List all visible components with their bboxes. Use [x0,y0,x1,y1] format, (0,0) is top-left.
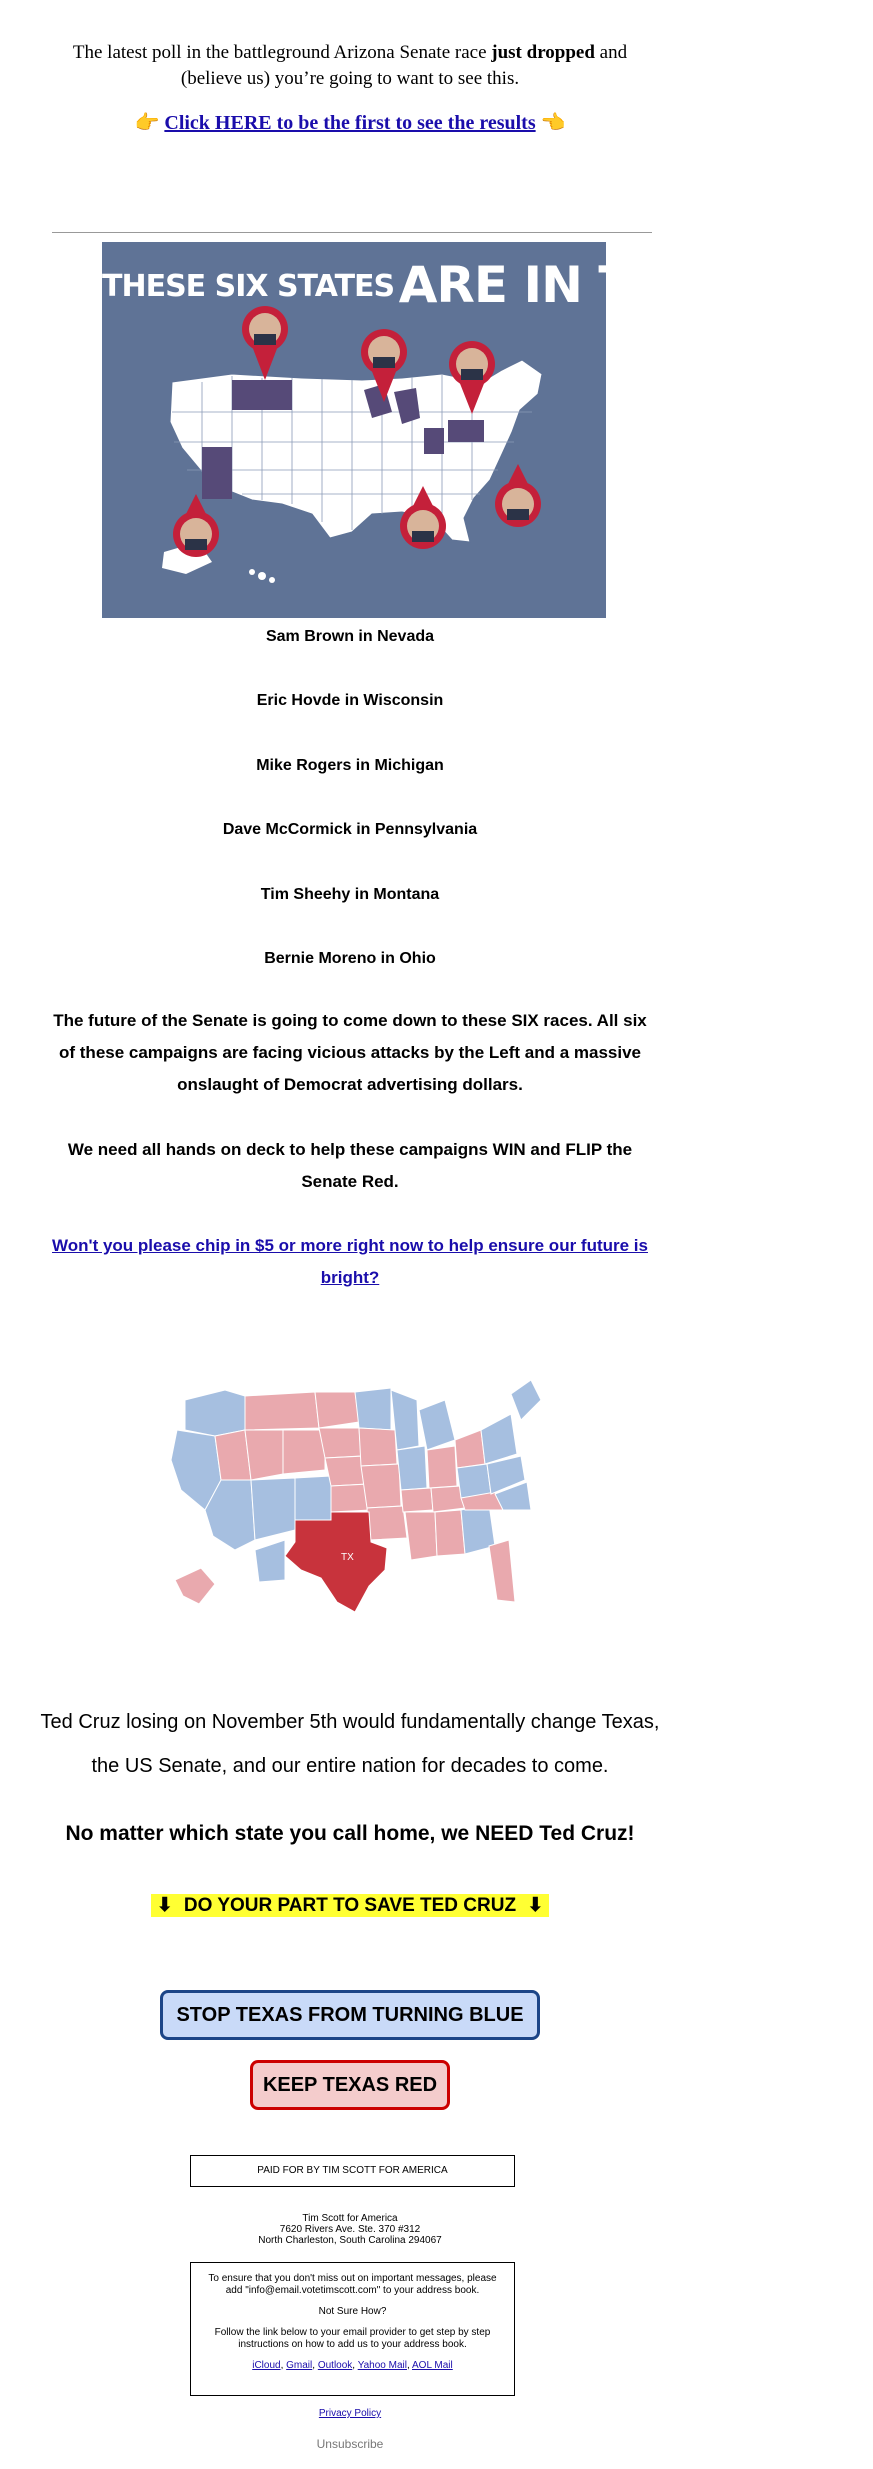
candidate-pin [239,281,288,380]
pointing-right-icon: 👉 [134,112,160,134]
state-shape [283,1430,325,1474]
state-shape [361,1464,401,1508]
future-paragraph [0,1005,700,1101]
candidate-pin [495,464,541,527]
state-shape [427,1446,457,1488]
do-your-part-banner [0,1894,700,1917]
state-shape [355,1388,391,1430]
provider-link-gmail[interactable]: Gmail [286,2360,313,2371]
chip-in-link[interactable]: Won't you please chip in $5 or more right now to help ensure our future is bright? [52,1236,648,1287]
cruz-losing-paragraph [0,1700,700,1788]
provider-link-aol[interactable]: AOL Mail [412,2360,453,2371]
keep-texas-red-button[interactable]: KEEP TEXAS RED [250,2060,450,2110]
state-shape [367,1506,407,1540]
state-shape [319,1428,361,1458]
state-shape [359,1428,397,1466]
candidate-ohio: Bernie Moreno in Ohio [264,950,436,967]
poll-intro [0,40,700,92]
state-shape [419,1400,455,1450]
banner-title-small: THESE SIX STATES [102,269,395,304]
banner-title-big: ARE IN TROUBLE! [398,256,873,314]
state-shape [255,1540,285,1582]
state-shape [295,1476,331,1520]
down-arrow-icon: ⬇ [524,1894,546,1917]
state-shape [455,1430,485,1468]
privacy-row [0,2408,700,2419]
poll-intro-bold: just dropped [491,42,595,63]
poll-intro-pre: The latest poll in the battleground Arizona Senate race [72,42,492,63]
address-book-info [190,2262,515,2396]
candidate-nevada: Sam Brown in Nevada [265,628,435,645]
future-text: The future of the Senate is going to come down to these SIX races. All six of these campaigns are facing vicious attacks by the Left and a massive onslaught of Democrat advertising dollars. [53,1011,647,1094]
candidate-michigan: Mike Rogers in Michigan [256,757,444,774]
state-shape [457,1464,491,1498]
hands-text: We need all hands on deck to help these campaigns WIN and FLIP the Senate Red. [67,1140,633,1191]
state-shape [405,1512,437,1560]
state-shape [481,1414,517,1464]
info-follow-text: Follow the link below to your email provider to get step by step instructions on how to add us to your address book. [214,2327,491,2350]
state-shape [185,1390,245,1436]
mailing-address [0,2213,700,2246]
candidate-wisconsin: Eric Hovde in Wisconsin [256,692,444,709]
do-your-part-text: DO YOUR PART TO SAVE TED CRUZ [176,1894,525,1917]
provider-link-yahoo[interactable]: Yahoo Mail [357,2360,407,2371]
poll-intro-post: and (believe us) you’re going to want to see this. [180,42,628,89]
poll-link-row [0,110,700,135]
need-cruz-heading: No matter which state you call home, we NEED Ted Cruz! [65,1822,635,1845]
state-shape [397,1446,427,1490]
candidate-pin [173,494,219,557]
divider [52,232,652,233]
state-shape [251,1478,295,1540]
state-shape [401,1488,433,1512]
chip-in-paragraph [0,1230,700,1294]
pointing-left-icon: 👈 [540,112,566,134]
address-line-1: Tim Scott for America [302,2213,398,2224]
electoral-map [155,1370,545,1625]
down-arrow-icon: ⬇ [154,1894,176,1917]
state-shape [315,1392,359,1428]
address-line-2: 7620 Rivers Ave. Ste. 370 #312 [279,2224,421,2235]
provider-link-icloud[interactable]: iCloud [252,2360,281,2371]
see-results-link[interactable]: Click HERE to be the first to see the results [164,112,536,134]
info-not-sure-text: Not Sure How? [318,2306,387,2317]
candidate-pennsylvania: Dave McCormick in Pennsylvania [222,821,478,838]
state-shape [245,1430,283,1480]
texas-label: TX [341,1552,354,1563]
do-your-part-highlight [151,1894,550,1917]
unsubscribe-link[interactable]: Unsubscribe [316,2437,384,2451]
address-line-3: North Charleston, South Carolina 294067 [258,2235,442,2246]
us-map-illustration [102,242,606,618]
state-shape [175,1568,215,1604]
stop-texas-blue-button[interactable]: STOP TEXAS FROM TURNING BLUE [160,1990,540,2040]
provider-links: iCloud, Gmail, Outlook, Yahoo Mail, AOL Mail [252,2360,453,2371]
state-shape [511,1380,541,1420]
state-shape [245,1392,319,1430]
privacy-policy-link[interactable]: Privacy Policy [318,2408,382,2419]
paid-for-disclaimer: PAID FOR BY TIM SCOTT FOR AMERICA [190,2155,515,2187]
info-ensure-text: To ensure that you don't miss out on important messages, please add "info@email.votetimscott.com" to your address book. [208,2273,497,2296]
cruz-losing-text: Ted Cruz losing on November 5th would fundamentally change Texas, the US Senate, and our entire nation for decades to come. [40,1711,660,1777]
state-shape [435,1510,465,1556]
hands-paragraph [0,1134,700,1198]
candidate-montana: Tim Sheehy in Montana [260,886,440,903]
provider-link-outlook[interactable]: Outlook [317,2360,353,2371]
six-states-banner [102,242,873,618]
state-shape [489,1540,515,1602]
